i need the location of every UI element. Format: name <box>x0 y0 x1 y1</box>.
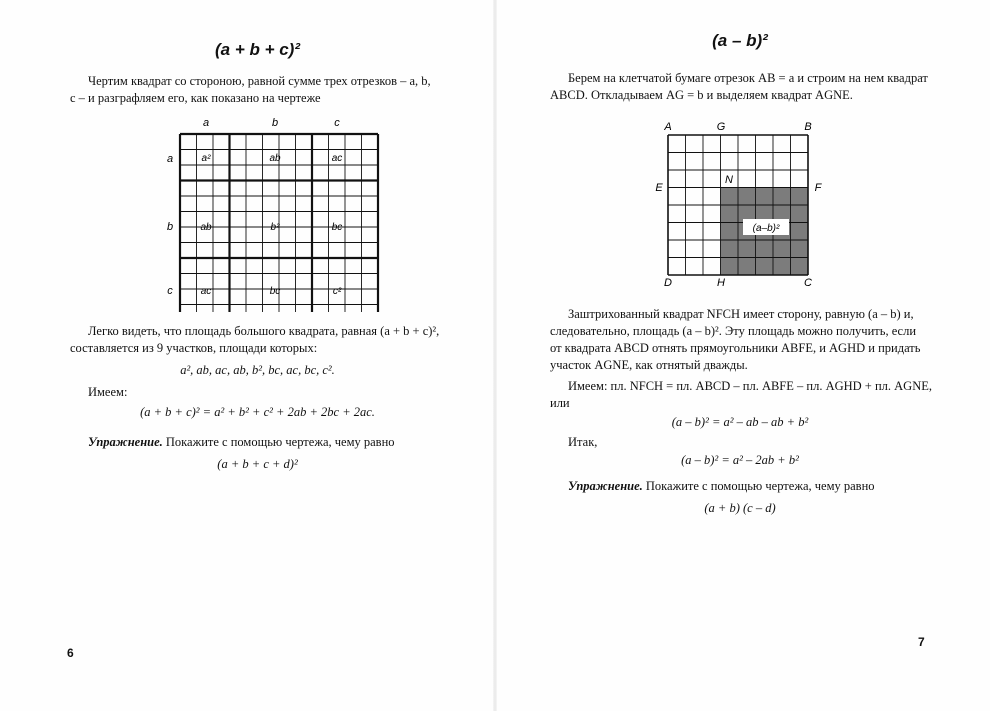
cell-c-c: c² <box>332 286 342 297</box>
right-exercise-expression: (a + b) (c – d) <box>704 501 776 515</box>
right-formula-2: (a – b)² = a² – 2ab + b² <box>681 453 799 467</box>
left-intro-line-2: c – и разграфляем его, как показано на чертеже <box>70 91 321 105</box>
left-col-label-a: a <box>202 117 210 129</box>
right-page-number: 7 <box>918 635 925 649</box>
right-square-diagram <box>648 118 833 293</box>
right-have-line-1: Имеем: пл. NFCH = пл. ABCD – пл. ABFE – пл. AGHD + пл. AGNE, <box>568 379 933 393</box>
right-so-label: Итак, <box>568 435 598 449</box>
right-shaded-line-2: следовательно, площадь (a – b)². Эту площадь можно получить, если <box>550 324 917 338</box>
book-gutter <box>493 0 497 711</box>
left-row-label-c: c <box>167 285 173 297</box>
left-intro-line-1: Чертим квадрат со стороною, равной сумме трех отрезков – a, b, <box>88 74 431 88</box>
cell-b-a: ab <box>200 222 212 233</box>
point-g: G <box>716 121 726 133</box>
cell-c-b: bc <box>269 286 281 297</box>
left-formula: (a + b + c)² = a² + b² + c² + 2ab + 2bc + 2ac. <box>140 405 375 419</box>
point-h: H <box>717 277 725 289</box>
right-exercise <box>568 478 875 494</box>
point-f: F <box>814 182 822 194</box>
cell-a-a: a² <box>201 153 211 164</box>
shaded-label: (a–b)² <box>752 223 780 234</box>
left-exercise-label: Упражнение. <box>88 435 163 449</box>
point-c: C <box>804 277 812 289</box>
left-row-label-a: a <box>166 153 174 165</box>
left-page-number: 6 <box>67 646 74 660</box>
left-row-label-b: b <box>166 221 174 233</box>
right-formula-1: (a – b)² = a² – ab – ab + b² <box>671 415 809 429</box>
right-have-line-2: или <box>550 396 570 410</box>
right-page-title: (a – b)² <box>712 31 768 50</box>
right-exercise-text: Покажите с помощью чертежа, чему равно <box>645 479 875 493</box>
right-shaded-line-1: Заштрихованный квадрат NFCH имеет сторону, равную (a – b) и, <box>568 307 914 321</box>
left-areas-list: a², ab, ac, ab, b², bc, ac, bc, c². <box>180 363 335 377</box>
cell-c-a: ac <box>200 286 212 297</box>
cell-a-c: ac <box>331 153 343 164</box>
left-exercise-text: Покажите с помощью чертежа, чему равно <box>165 435 395 449</box>
left-exercise <box>88 434 395 450</box>
left-have-label: Имеем: <box>88 385 128 399</box>
left-col-label-b: b <box>271 117 279 129</box>
point-e: E <box>655 182 663 194</box>
right-intro-line-2: ABCD. Откладываем AG = b и выделяем квадрат AGNE. <box>550 88 853 102</box>
cell-a-b: ab <box>269 153 281 164</box>
left-col-label-c: c <box>334 117 340 129</box>
cell-b-b: b² <box>270 222 280 233</box>
point-d: D <box>664 277 672 289</box>
right-shaded-line-3: от квадрата ABCD отнять прямоугольники ABFE, и AGHD и придать <box>550 341 921 355</box>
right-shaded-line-4: участок AGNE, как отнятый дважды. <box>550 358 748 372</box>
right-exercise-label: Упражнение. <box>568 479 643 493</box>
right-intro-line-1: Берем на клетчатой бумаге отрезок AB = a и строим на нем квадрат <box>568 71 928 85</box>
left-easy-line-2: составляется из 9 участков, площади которых: <box>70 341 318 355</box>
point-n: N <box>725 174 733 186</box>
left-square-diagram <box>160 112 382 312</box>
left-exercise-expression: (a + b + c + d)² <box>217 457 298 471</box>
point-a: A <box>664 121 672 133</box>
cell-b-c: bc <box>331 222 343 233</box>
point-b: B <box>804 121 812 133</box>
left-easy-line-1: Легко видеть, что площадь большого квадрата, равная (a + b + c)², <box>88 324 440 338</box>
left-page-title: (a + b + c)² <box>214 40 301 59</box>
